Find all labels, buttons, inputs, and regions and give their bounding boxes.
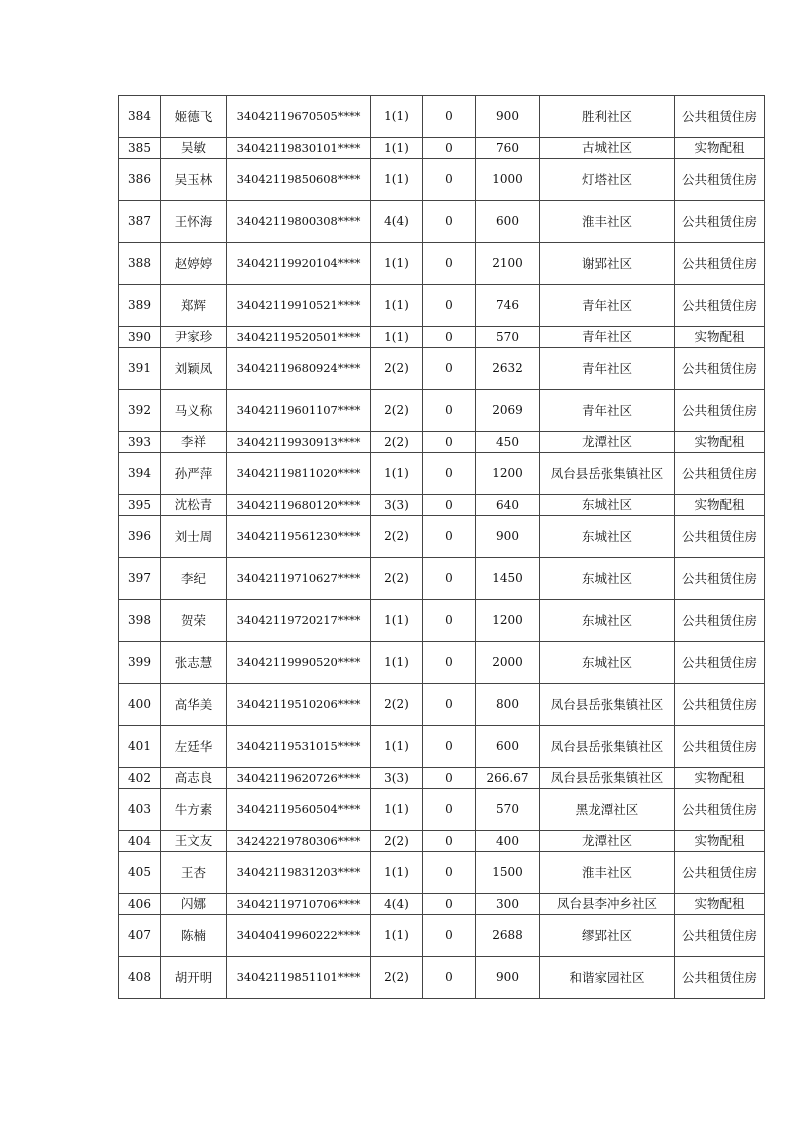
housing-type-cell: 公共租赁住房 <box>675 159 765 201</box>
housing-type-cell: 公共租赁住房 <box>675 201 765 243</box>
community-cell: 东城社区 <box>540 558 675 600</box>
income-cell: 760 <box>476 138 540 159</box>
name-cell: 孙严萍 <box>161 453 227 495</box>
value-cell: 0 <box>423 453 476 495</box>
community-cell: 龙潭社区 <box>540 432 675 453</box>
community-cell: 黑龙潭社区 <box>540 789 675 831</box>
table-row <box>119 516 765 558</box>
value-cell: 0 <box>423 600 476 642</box>
community-cell: 淮丰社区 <box>540 201 675 243</box>
value-cell: 0 <box>423 348 476 390</box>
household-size-cell: 4(4) <box>371 894 423 915</box>
housing-type-cell: 公共租赁住房 <box>675 642 765 684</box>
name-cell: 刘颖凤 <box>161 348 227 390</box>
household-size-cell: 1(1) <box>371 852 423 894</box>
table-row <box>119 348 765 390</box>
id-number-cell: 34042119561230**** <box>227 516 371 558</box>
household-size-cell: 4(4) <box>371 201 423 243</box>
id-number-cell: 34042119831203**** <box>227 852 371 894</box>
household-size-cell: 1(1) <box>371 159 423 201</box>
id-number-cell: 34040419960222**** <box>227 915 371 957</box>
value-cell: 0 <box>423 957 476 999</box>
id-number-cell: 34042119520501**** <box>227 327 371 348</box>
id-number-cell: 34042119811020**** <box>227 453 371 495</box>
value-cell: 0 <box>423 516 476 558</box>
community-cell: 东城社区 <box>540 642 675 684</box>
table-row <box>119 390 765 432</box>
income-cell: 640 <box>476 495 540 516</box>
table-row <box>119 894 765 915</box>
value-cell: 0 <box>423 768 476 789</box>
row-number-cell: 402 <box>119 768 161 789</box>
name-cell: 王文友 <box>161 831 227 852</box>
housing-type-cell: 实物配租 <box>675 768 765 789</box>
row-number-cell: 389 <box>119 285 161 327</box>
household-size-cell: 2(2) <box>371 432 423 453</box>
housing-type-cell: 公共租赁住房 <box>675 726 765 768</box>
household-size-cell: 3(3) <box>371 495 423 516</box>
income-cell: 1200 <box>476 453 540 495</box>
table-row <box>119 243 765 285</box>
community-cell: 青年社区 <box>540 285 675 327</box>
household-size-cell: 2(2) <box>371 684 423 726</box>
table-row <box>119 432 765 453</box>
housing-type-cell: 实物配租 <box>675 894 765 915</box>
name-cell: 赵婷婷 <box>161 243 227 285</box>
housing-type-cell: 公共租赁住房 <box>675 789 765 831</box>
table-row <box>119 726 765 768</box>
income-cell: 2688 <box>476 915 540 957</box>
row-number-cell: 386 <box>119 159 161 201</box>
community-cell: 凤台县岳张集镇社区 <box>540 726 675 768</box>
household-size-cell: 1(1) <box>371 138 423 159</box>
income-cell: 2000 <box>476 642 540 684</box>
value-cell: 0 <box>423 138 476 159</box>
household-size-cell: 1(1) <box>371 642 423 684</box>
income-cell: 2069 <box>476 390 540 432</box>
income-cell: 900 <box>476 516 540 558</box>
value-cell: 0 <box>423 684 476 726</box>
id-number-cell: 34042119930913**** <box>227 432 371 453</box>
housing-type-cell: 公共租赁住房 <box>675 285 765 327</box>
name-cell: 尹家珍 <box>161 327 227 348</box>
value-cell: 0 <box>423 789 476 831</box>
community-cell: 凤台县岳张集镇社区 <box>540 768 675 789</box>
id-number-cell: 34042119670505**** <box>227 96 371 138</box>
name-cell: 李祥 <box>161 432 227 453</box>
income-cell: 400 <box>476 831 540 852</box>
household-size-cell: 1(1) <box>371 96 423 138</box>
name-cell: 陈楠 <box>161 915 227 957</box>
name-cell: 高华美 <box>161 684 227 726</box>
id-number-cell: 34042119680120**** <box>227 495 371 516</box>
household-size-cell: 1(1) <box>371 789 423 831</box>
id-number-cell: 34042119710627**** <box>227 558 371 600</box>
community-cell: 青年社区 <box>540 327 675 348</box>
row-number-cell: 406 <box>119 894 161 915</box>
household-size-cell: 2(2) <box>371 558 423 600</box>
name-cell: 吴玉林 <box>161 159 227 201</box>
name-cell: 郑辉 <box>161 285 227 327</box>
row-number-cell: 401 <box>119 726 161 768</box>
id-number-cell: 34042119800308**** <box>227 201 371 243</box>
table-row <box>119 285 765 327</box>
housing-type-cell: 实物配租 <box>675 138 765 159</box>
housing-type-cell: 实物配租 <box>675 495 765 516</box>
name-cell: 沈松青 <box>161 495 227 516</box>
value-cell: 0 <box>423 390 476 432</box>
id-number-cell: 34042119851101**** <box>227 957 371 999</box>
id-number-cell: 34042119601107**** <box>227 390 371 432</box>
row-number-cell: 392 <box>119 390 161 432</box>
table-row <box>119 201 765 243</box>
id-number-cell: 34042119850608**** <box>227 159 371 201</box>
household-size-cell: 1(1) <box>371 327 423 348</box>
id-number-cell: 34042119531015**** <box>227 726 371 768</box>
value-cell: 0 <box>423 243 476 285</box>
community-cell: 灯塔社区 <box>540 159 675 201</box>
name-cell: 姬德飞 <box>161 96 227 138</box>
value-cell: 0 <box>423 285 476 327</box>
id-number-cell: 34042119560504**** <box>227 789 371 831</box>
income-cell: 450 <box>476 432 540 453</box>
community-cell: 龙潭社区 <box>540 831 675 852</box>
row-number-cell: 385 <box>119 138 161 159</box>
income-cell: 600 <box>476 726 540 768</box>
income-cell: 570 <box>476 327 540 348</box>
income-cell: 900 <box>476 957 540 999</box>
value-cell: 0 <box>423 915 476 957</box>
table-row <box>119 558 765 600</box>
value-cell: 0 <box>423 642 476 684</box>
community-cell: 谢郢社区 <box>540 243 675 285</box>
name-cell: 李纪 <box>161 558 227 600</box>
table-body <box>119 96 765 999</box>
row-number-cell: 405 <box>119 852 161 894</box>
id-number-cell: 34042119710706**** <box>227 894 371 915</box>
name-cell: 王怀海 <box>161 201 227 243</box>
household-size-cell: 1(1) <box>371 243 423 285</box>
table-row <box>119 642 765 684</box>
name-cell: 吴敏 <box>161 138 227 159</box>
table-row <box>119 600 765 642</box>
value-cell: 0 <box>423 432 476 453</box>
income-cell: 900 <box>476 96 540 138</box>
table-row <box>119 96 765 138</box>
housing-type-cell: 公共租赁住房 <box>675 558 765 600</box>
community-cell: 缪郢社区 <box>540 915 675 957</box>
housing-type-cell: 公共租赁住房 <box>675 852 765 894</box>
household-size-cell: 1(1) <box>371 915 423 957</box>
table-row <box>119 915 765 957</box>
id-number-cell: 34042119510206**** <box>227 684 371 726</box>
table-row <box>119 453 765 495</box>
row-number-cell: 400 <box>119 684 161 726</box>
community-cell: 胜利社区 <box>540 96 675 138</box>
housing-type-cell: 公共租赁住房 <box>675 348 765 390</box>
household-size-cell: 2(2) <box>371 831 423 852</box>
row-number-cell: 399 <box>119 642 161 684</box>
value-cell: 0 <box>423 894 476 915</box>
household-size-cell: 2(2) <box>371 516 423 558</box>
name-cell: 张志慧 <box>161 642 227 684</box>
row-number-cell: 393 <box>119 432 161 453</box>
household-size-cell: 1(1) <box>371 285 423 327</box>
value-cell: 0 <box>423 852 476 894</box>
income-cell: 266.67 <box>476 768 540 789</box>
table-row <box>119 852 765 894</box>
value-cell: 0 <box>423 201 476 243</box>
housing-type-cell: 公共租赁住房 <box>675 453 765 495</box>
housing-type-cell: 公共租赁住房 <box>675 243 765 285</box>
housing-type-cell: 公共租赁住房 <box>675 600 765 642</box>
income-cell: 1200 <box>476 600 540 642</box>
id-number-cell: 34042119910521**** <box>227 285 371 327</box>
row-number-cell: 387 <box>119 201 161 243</box>
income-cell: 2100 <box>476 243 540 285</box>
housing-type-cell: 公共租赁住房 <box>675 957 765 999</box>
housing-type-cell: 公共租赁住房 <box>675 390 765 432</box>
row-number-cell: 384 <box>119 96 161 138</box>
value-cell: 0 <box>423 831 476 852</box>
value-cell: 0 <box>423 558 476 600</box>
household-size-cell: 2(2) <box>371 390 423 432</box>
community-cell: 淮丰社区 <box>540 852 675 894</box>
row-number-cell: 407 <box>119 915 161 957</box>
value-cell: 0 <box>423 96 476 138</box>
community-cell: 古城社区 <box>540 138 675 159</box>
housing-type-cell: 实物配租 <box>675 432 765 453</box>
row-number-cell: 404 <box>119 831 161 852</box>
table-row <box>119 138 765 159</box>
row-number-cell: 403 <box>119 789 161 831</box>
income-cell: 746 <box>476 285 540 327</box>
housing-type-cell: 实物配租 <box>675 831 765 852</box>
income-cell: 1500 <box>476 852 540 894</box>
value-cell: 0 <box>423 726 476 768</box>
table-row <box>119 957 765 999</box>
household-size-cell: 1(1) <box>371 453 423 495</box>
name-cell: 贺荣 <box>161 600 227 642</box>
housing-type-cell: 公共租赁住房 <box>675 96 765 138</box>
table-row <box>119 831 765 852</box>
income-cell: 800 <box>476 684 540 726</box>
id-number-cell: 34042119720217**** <box>227 600 371 642</box>
row-number-cell: 408 <box>119 957 161 999</box>
row-number-cell: 395 <box>119 495 161 516</box>
housing-type-cell: 公共租赁住房 <box>675 915 765 957</box>
household-size-cell: 3(3) <box>371 768 423 789</box>
row-number-cell: 398 <box>119 600 161 642</box>
row-number-cell: 391 <box>119 348 161 390</box>
community-cell: 东城社区 <box>540 516 675 558</box>
household-size-cell: 1(1) <box>371 726 423 768</box>
name-cell: 闪娜 <box>161 894 227 915</box>
community-cell: 凤台县岳张集镇社区 <box>540 684 675 726</box>
value-cell: 0 <box>423 159 476 201</box>
income-cell: 2632 <box>476 348 540 390</box>
community-cell: 凤台县李冲乡社区 <box>540 894 675 915</box>
name-cell: 刘士周 <box>161 516 227 558</box>
household-size-cell: 2(2) <box>371 348 423 390</box>
name-cell: 马义称 <box>161 390 227 432</box>
name-cell: 胡开明 <box>161 957 227 999</box>
table-row <box>119 327 765 348</box>
housing-type-cell: 公共租赁住房 <box>675 684 765 726</box>
table-row <box>119 159 765 201</box>
community-cell: 东城社区 <box>540 600 675 642</box>
row-number-cell: 388 <box>119 243 161 285</box>
value-cell: 0 <box>423 495 476 516</box>
community-cell: 青年社区 <box>540 390 675 432</box>
name-cell: 左廷华 <box>161 726 227 768</box>
community-cell: 凤台县岳张集镇社区 <box>540 453 675 495</box>
table-row <box>119 495 765 516</box>
id-number-cell: 34242219780306**** <box>227 831 371 852</box>
community-cell: 青年社区 <box>540 348 675 390</box>
table-row <box>119 768 765 789</box>
row-number-cell: 390 <box>119 327 161 348</box>
housing-type-cell: 实物配租 <box>675 327 765 348</box>
community-cell: 和谐家园社区 <box>540 957 675 999</box>
household-size-cell: 2(2) <box>371 957 423 999</box>
name-cell: 高志良 <box>161 768 227 789</box>
household-size-cell: 1(1) <box>371 600 423 642</box>
table-row <box>119 789 765 831</box>
id-number-cell: 34042119920104**** <box>227 243 371 285</box>
row-number-cell: 394 <box>119 453 161 495</box>
id-number-cell: 34042119620726**** <box>227 768 371 789</box>
community-cell: 东城社区 <box>540 495 675 516</box>
name-cell: 牛方素 <box>161 789 227 831</box>
table-row <box>119 684 765 726</box>
name-cell: 王杏 <box>161 852 227 894</box>
income-cell: 1000 <box>476 159 540 201</box>
id-number-cell: 34042119680924**** <box>227 348 371 390</box>
row-number-cell: 396 <box>119 516 161 558</box>
id-number-cell: 34042119990520**** <box>227 642 371 684</box>
income-cell: 570 <box>476 789 540 831</box>
id-number-cell: 34042119830101**** <box>227 138 371 159</box>
income-cell: 1450 <box>476 558 540 600</box>
income-cell: 300 <box>476 894 540 915</box>
value-cell: 0 <box>423 327 476 348</box>
row-number-cell: 397 <box>119 558 161 600</box>
housing-applicant-table <box>118 95 765 999</box>
housing-type-cell: 公共租赁住房 <box>675 516 765 558</box>
income-cell: 600 <box>476 201 540 243</box>
